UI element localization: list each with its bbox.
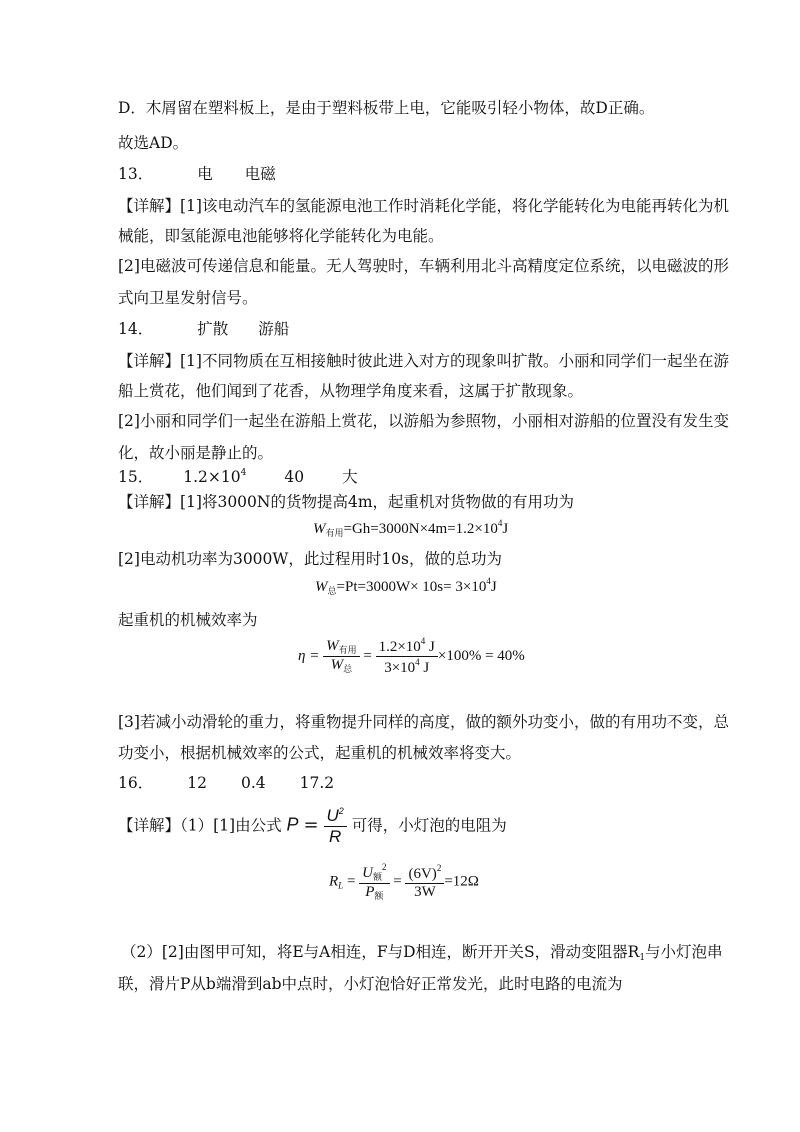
q13-number: 13． bbox=[118, 165, 154, 183]
q15-answer-1: $1.2\times 10^4$ bbox=[183, 468, 247, 486]
q16-answer-line bbox=[118, 771, 334, 793]
q15-equation-efficiency: η = $\frac{W_{有用}}{W_总}$ = $\frac{1.2\times 10^4 J}{3\times 10^4 J}$ ×100% = 40% bbox=[298, 636, 525, 676]
q13-answer-2: 电磁 bbox=[244, 165, 276, 183]
answer-choice: 故选AD。 bbox=[118, 134, 189, 152]
q16-answer-2: 0.4 bbox=[240, 774, 266, 792]
q16-number: 16． bbox=[118, 774, 154, 792]
q14-answer-line bbox=[118, 317, 289, 339]
q13-detail-2a: [2]电磁波可传递信息和能量。无人驾驶时，车辆利用北斗高精度定位系统，以电磁波的形 bbox=[118, 257, 729, 275]
q14-answer-2: 游船 bbox=[258, 320, 290, 338]
q15-answer-2: 40 bbox=[284, 468, 305, 486]
q13-detail-2b: 式向卫星发射信号。 bbox=[118, 289, 258, 307]
q15-detail-2: [2]电动机功率为3000W，此过程用时10s，做的总功为 bbox=[118, 550, 503, 568]
q15-detail-4a: [3]若减小动滑轮的重力，将重物提升同样的高度，做的额外功变小，做的有用功不变，总 bbox=[118, 713, 729, 731]
q15-answer-3: 大 bbox=[342, 468, 358, 486]
q14-detail-1b: 船上赏花，他们闻到了花香，从物理学角度来看，这属于扩散现象。 bbox=[118, 382, 584, 400]
q16-detail-2a: （2）[2]由图甲可知，将E与A相连，F与D相连，断开开关S，滑动变阻器$R_1$与小灯泡串 bbox=[121, 943, 723, 963]
q15-answer-line bbox=[118, 465, 358, 487]
q15-detail-4b: 功变小，根据机械效率的公式，起重机的机械效率将变大。 bbox=[118, 744, 522, 762]
q15-number: 15． bbox=[118, 468, 154, 486]
q16-answer-1: 12 bbox=[187, 774, 207, 792]
q14-number: 14． bbox=[118, 320, 154, 338]
option-d-text: D．木屑留在塑料板上，是由于塑料板带上电，它能吸引轻小物体，故D正确。 bbox=[118, 99, 655, 117]
q16-detail-1: 【详解】（1）[1]由公式 P = $\frac{U^2}{R}$ 可得，小灯泡的电阻为 bbox=[118, 806, 507, 846]
q16-equation-resistance: $R_L$ = $\frac{U_额^2}{P_额}$ = $\frac{(6V)^2}{3W}$ =12Ω bbox=[329, 862, 479, 901]
q14-detail-2a: [2]小丽和同学们一起坐在游船上赏花，以游船为参照物，小丽相对游船的位置没有发生变 bbox=[118, 412, 729, 430]
q15-detail-1: 【详解】[1]将3000N的货物提高4m，起重机对货物做的有用功为 bbox=[118, 493, 575, 511]
q13-answer-1: 电 bbox=[197, 165, 213, 183]
q13-detail-1a: 【详解】[1]该电动汽车的氢能源电池工作时消耗化学能，将化学能转化为电能再转化为机 bbox=[118, 197, 729, 215]
q15-equation-total-work: $W_总=Pt=3000W\times 10s= 3\times 10^4J$ bbox=[315, 576, 497, 596]
q15-equation-useful-work: $W_{有用}=Gh=3000N\times 4m=1.2\times 10^4J$ bbox=[313, 518, 509, 538]
q14-detail-1a: 【详解】[1]不同物质在互相接触时彼此进入对方的现象叫扩散。小丽和同学们一起坐在游 bbox=[118, 352, 729, 370]
q14-answer-1: 扩散 bbox=[197, 320, 229, 338]
q15-detail-3: 起重机的机械效率为 bbox=[118, 611, 258, 629]
q16-detail-2b: 联，滑片P从b端滑到ab中点时，小灯泡恰好正常发光，此时电路的电流为 bbox=[118, 975, 623, 993]
q14-detail-2b: 化，故小丽是静止的。 bbox=[118, 444, 274, 462]
q13-answer-line bbox=[118, 162, 276, 184]
q16-answer-3: 17.2 bbox=[299, 774, 335, 792]
q13-detail-1b: 械能，即氢能源电池能够将化学能转化为电能。 bbox=[118, 227, 444, 245]
